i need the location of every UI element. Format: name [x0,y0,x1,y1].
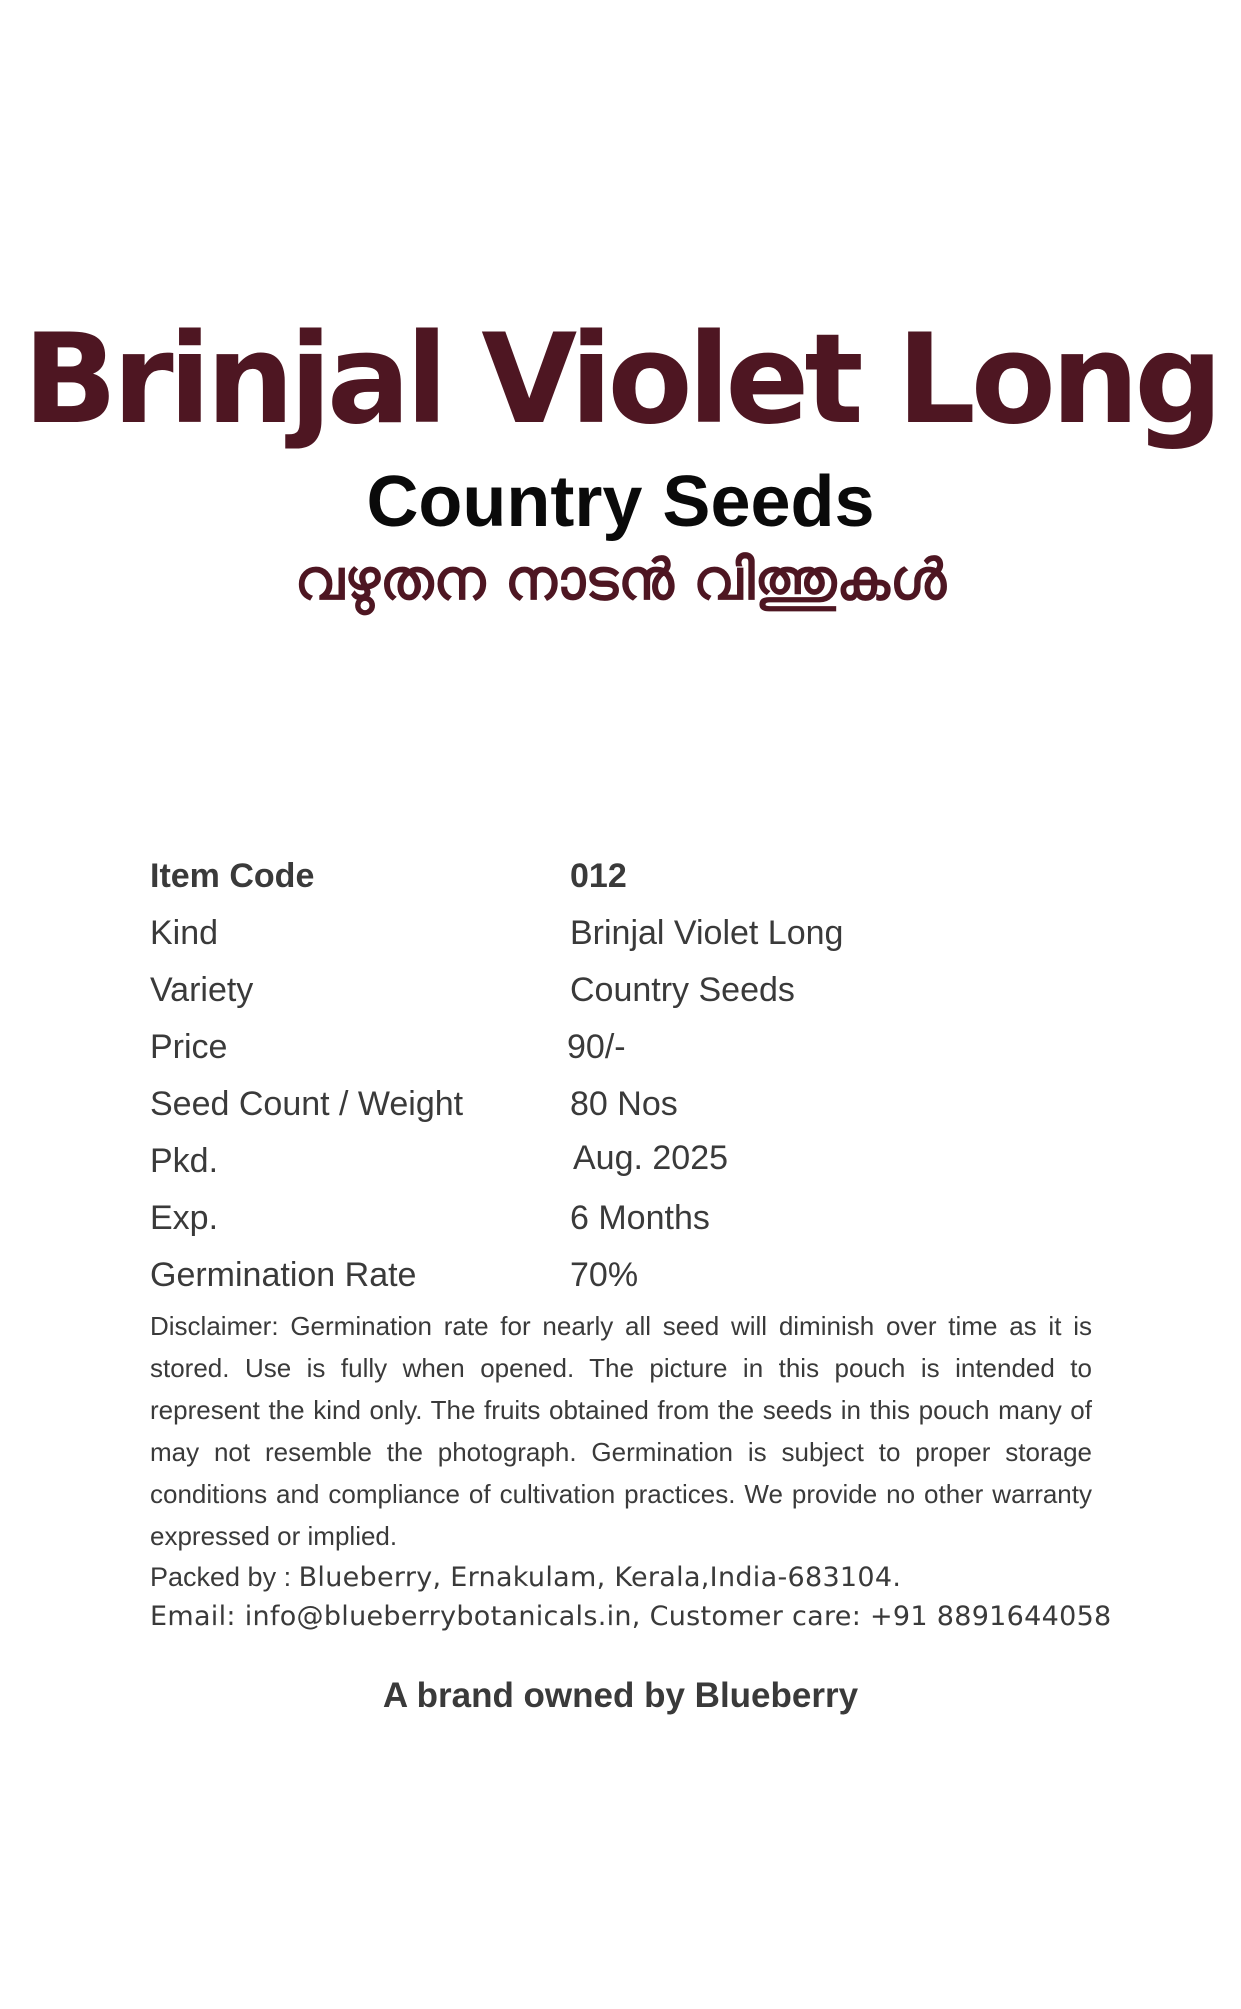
spec-row-price [150,1019,1100,1076]
spec-value: 6 Months [570,1199,710,1237]
packed-by-address: Blueberry, Ernakulam, Kerala,India-683104. [298,1562,902,1593]
spec-value: 012 [570,857,627,895]
product-title: Brinjal Violet Long [22,308,1219,452]
spec-label: Germination Rate [150,1256,417,1294]
spec-row-germination [150,1247,1100,1304]
spec-label: Item Code [150,857,315,895]
contact-line: Email: info@blueberrybotanicals.in, Customer care: +91 8891644058 [150,1601,1112,1632]
spec-row-item-code [150,848,1100,905]
spec-value: Aug. 2025 [573,1139,729,1177]
spec-row-expiry [150,1190,1100,1247]
disclaimer-text: Disclaimer: Germination rate for nearly all seed will diminish over time as it is stored. Use is fully when opened. The picture in this pouch is intended to represent the kind only. The fruits obtained from the seeds in this pouch many of may not resemble the photograph. Germination is subject to proper storage conditions and compliance of cultivation practices. We provide no other warranty expressed or implied. [150,1311,1092,1551]
spec-value: Country Seeds [570,971,795,1009]
spec-row-seed-count [150,1076,1100,1133]
spec-label: Price [150,1028,228,1066]
spec-row-packed [150,1133,1100,1190]
spec-label: Kind [150,914,219,952]
spec-label: Pkd. [150,1142,219,1180]
spec-label: Variety [150,971,254,1009]
product-subtitle: Country Seeds [366,462,875,542]
brand-line: A brand owned by Blueberry [382,1676,859,1715]
spec-row-kind [150,905,1100,962]
spec-value: Brinjal Violet Long [570,914,844,952]
spec-label: Seed Count / Weight [150,1085,464,1123]
spec-value: 90/- [567,1028,626,1066]
spec-table [150,848,1100,1304]
malayalam-title: വഴുതന നാടൻ വിത്തുകൾ [294,548,947,613]
packed-by-label: Packed by : [150,1562,292,1592]
spec-label: Exp. [150,1199,219,1237]
spec-value: 70% [570,1256,639,1294]
spec-value: 80 Nos [570,1085,678,1123]
packed-by-line [150,1558,1110,1597]
spec-row-variety [150,962,1100,1019]
